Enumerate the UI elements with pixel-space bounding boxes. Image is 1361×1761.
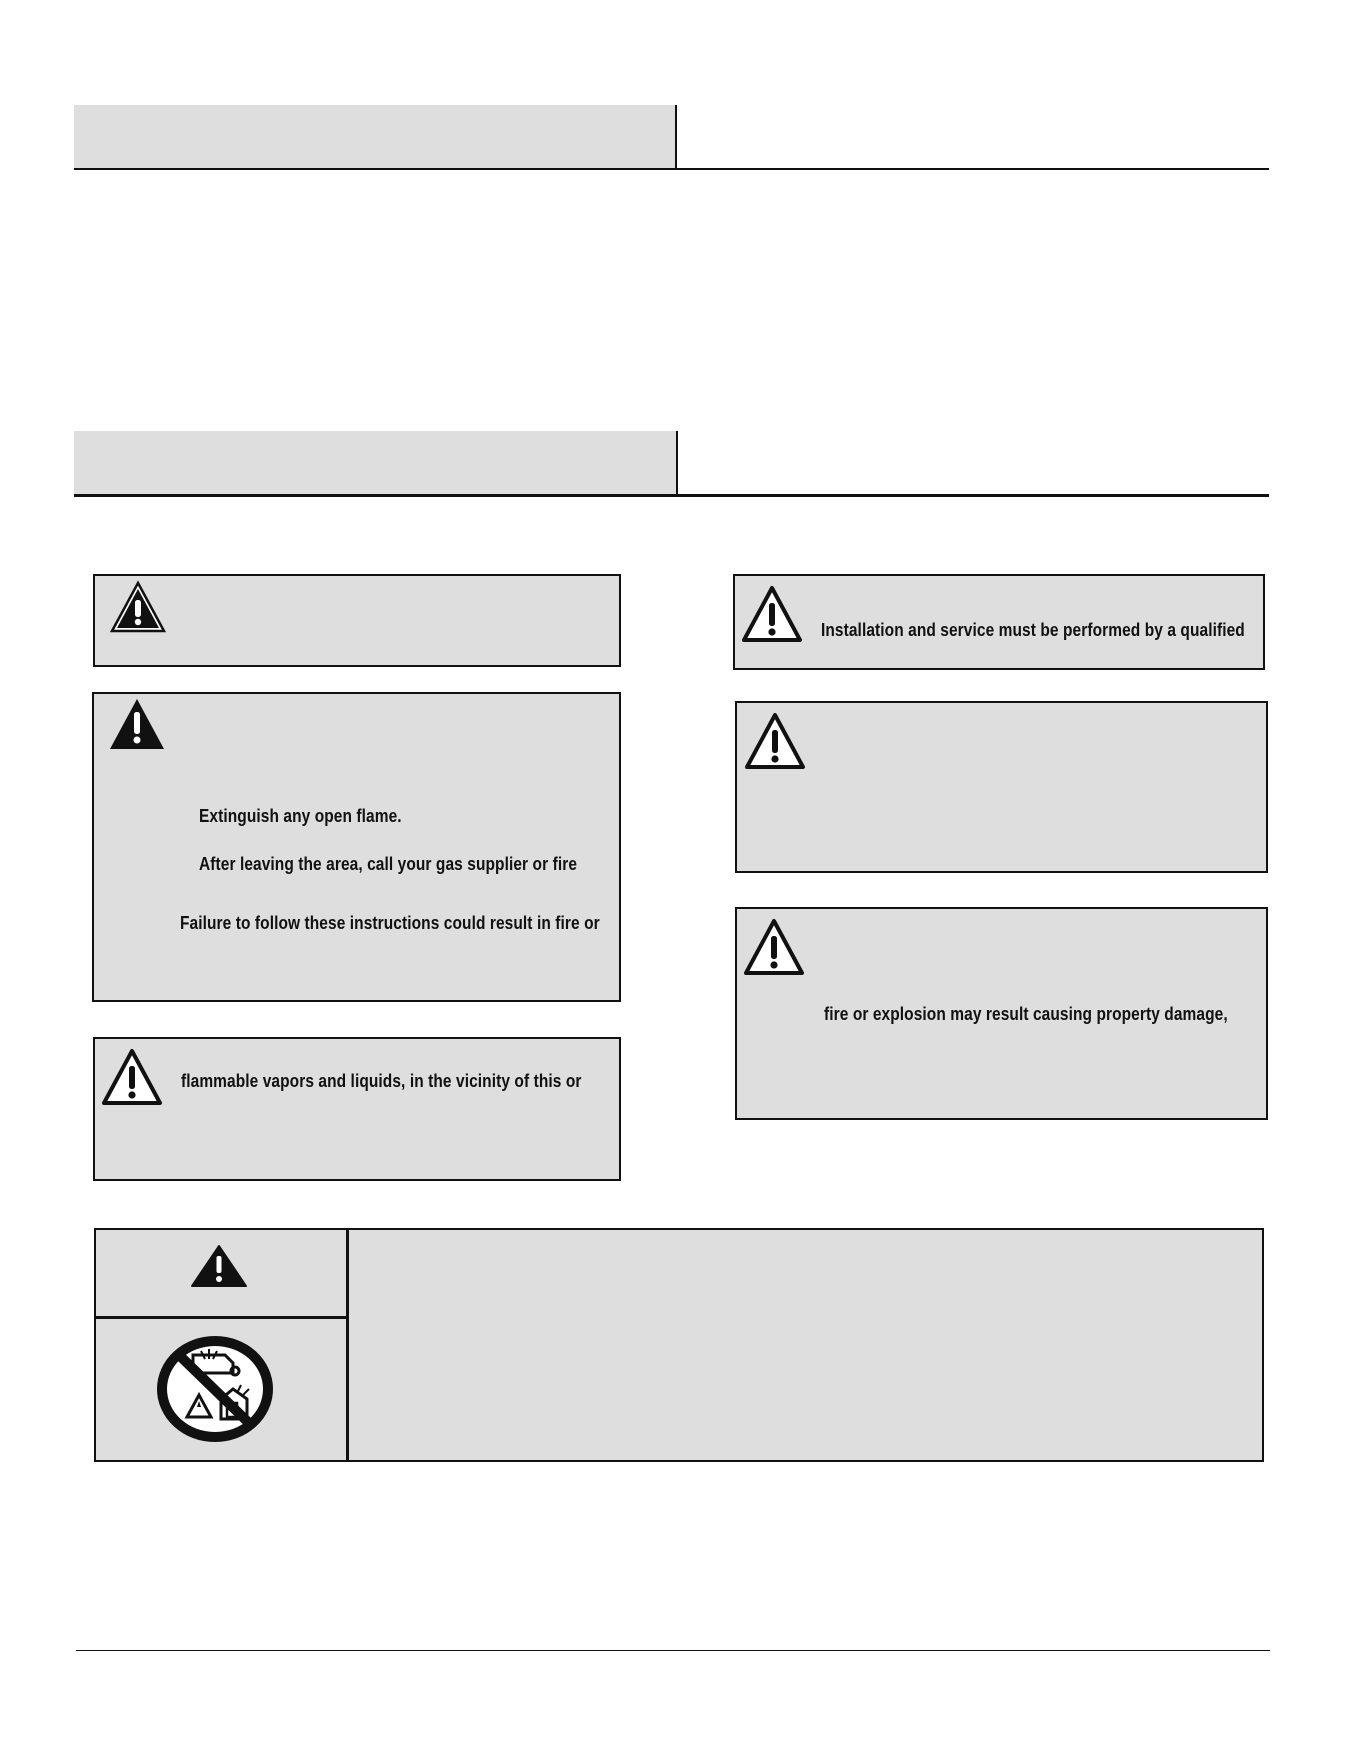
warning-text-line: After leaving the area, call your gas supplier or fire — [199, 854, 578, 874]
warning-text-line: Failure to follow these instructions could result in fire or — [180, 913, 600, 933]
warning-triangle-icon — [109, 580, 167, 634]
section-header-1-divider — [675, 105, 677, 169]
warning-box-right-3 — [735, 907, 1268, 1120]
warning-box-right-1 — [733, 574, 1265, 670]
warning-box-left-1 — [93, 574, 621, 667]
section-header-1 — [74, 105, 676, 169]
warning-triangle-icon — [100, 1047, 164, 1107]
footer-rule — [76, 1650, 1270, 1651]
warning-triangle-icon — [107, 696, 167, 752]
warning-triangle-icon — [743, 711, 807, 771]
warning-box-left-3 — [93, 1037, 621, 1181]
section-header-1-rule — [74, 168, 1269, 170]
warning-triangle-icon — [740, 584, 804, 644]
warning-triangle-icon — [742, 917, 806, 977]
section-header-2 — [74, 431, 676, 495]
warning-text-line: Extinguish any open flame. — [199, 806, 402, 826]
no-flammables-prohibition-icon — [153, 1333, 277, 1445]
warning-panel-symbol-divider — [96, 1316, 346, 1319]
warning-text-line: flammable vapors and liquids, in the vicinity of this or — [181, 1071, 582, 1091]
warning-triangle-icon — [189, 1244, 249, 1288]
section-header-2-divider — [676, 431, 678, 495]
warning-text-line: fire or explosion may result causing property damage, — [824, 1004, 1228, 1024]
warning-panel-bottom — [94, 1228, 1264, 1462]
warning-text-line: Installation and service must be performed by a qualified — [821, 620, 1245, 640]
section-header-2-rule — [74, 494, 1269, 497]
warning-box-left-2 — [92, 692, 621, 1002]
warning-box-right-2 — [735, 701, 1268, 873]
